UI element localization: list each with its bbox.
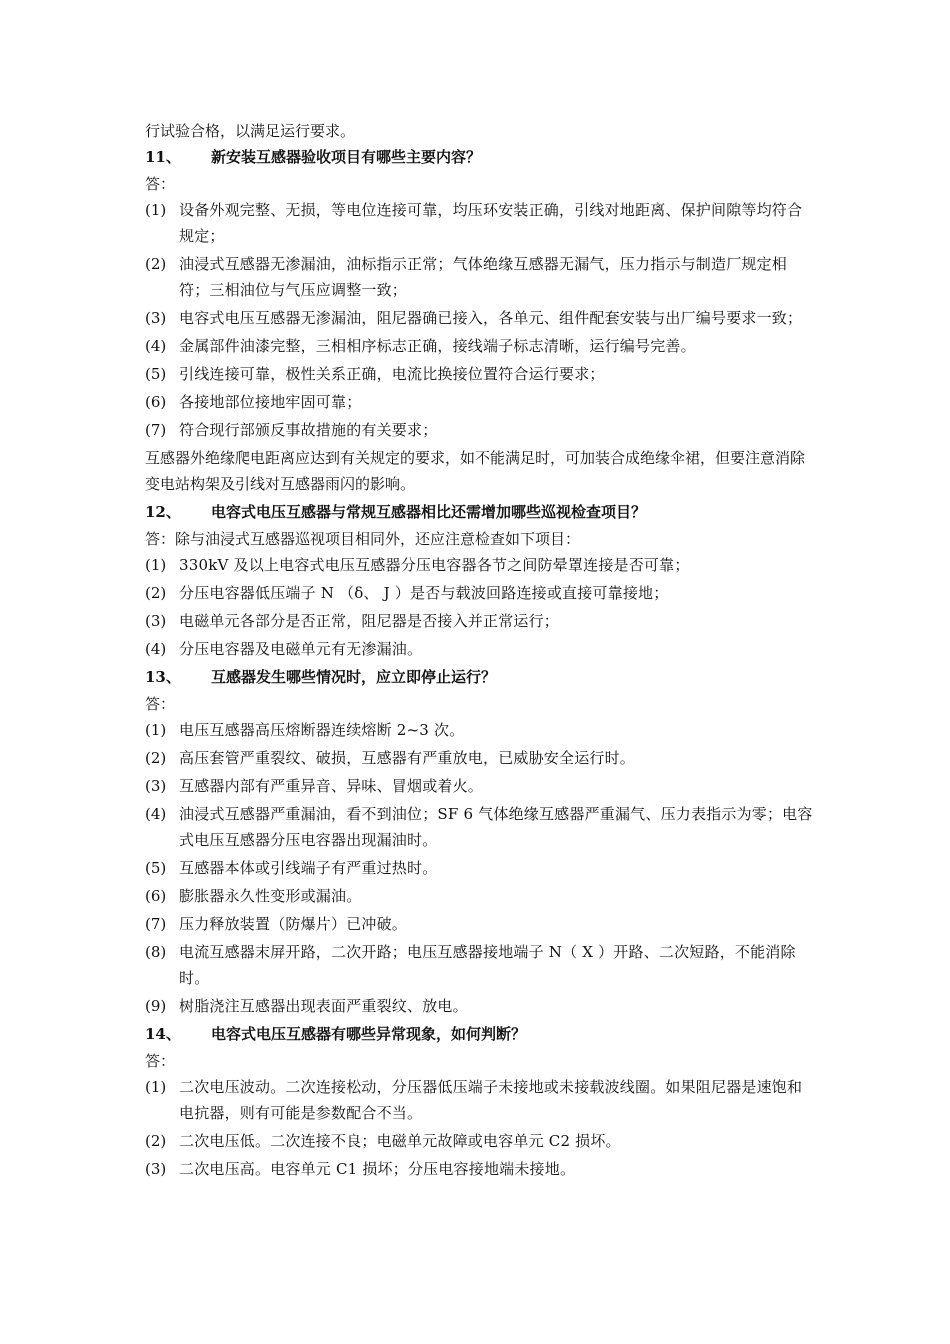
list-item bbox=[145, 580, 817, 606]
list-item bbox=[145, 361, 817, 387]
list-item bbox=[145, 608, 817, 634]
question-number: 14、 bbox=[145, 1025, 181, 1043]
item-text: 互感器本体或引线端子有严重过热时。 bbox=[179, 859, 438, 877]
question-heading bbox=[145, 664, 817, 691]
item-number: (7) bbox=[145, 915, 167, 933]
item-number: (4) bbox=[145, 805, 167, 823]
item-number: (4) bbox=[145, 337, 167, 355]
question-number: 13、 bbox=[145, 668, 181, 686]
item-number: (5) bbox=[145, 365, 167, 383]
list-item bbox=[145, 911, 817, 937]
item-number: (1) bbox=[145, 1078, 167, 1096]
question-number: 12、 bbox=[145, 503, 181, 521]
section-14 bbox=[145, 1021, 817, 1182]
question-heading bbox=[145, 499, 817, 526]
question-heading bbox=[145, 144, 817, 171]
item-text: 电压互感器高压熔断器连续熔断 2~3 次。 bbox=[179, 721, 465, 739]
list-item bbox=[145, 1156, 817, 1182]
list-item bbox=[145, 417, 817, 443]
item-number: (2) bbox=[145, 1132, 167, 1150]
list-item bbox=[145, 1074, 817, 1126]
item-number: (8) bbox=[145, 943, 167, 961]
section-11 bbox=[145, 144, 817, 497]
item-number: (1) bbox=[145, 721, 167, 739]
answer-label: 答： bbox=[145, 1052, 176, 1070]
item-number: (2) bbox=[145, 749, 167, 767]
item-number: (2) bbox=[145, 255, 167, 273]
list-item bbox=[145, 636, 817, 662]
list-item bbox=[145, 939, 817, 991]
section-note: 互感器外绝缘爬电距离应达到有关规定的要求，如不能满足时，可加装合成绝缘伞裙，但要注意消除变电站构架及引线对互感器雨闪的影响。 bbox=[145, 449, 806, 493]
list-item bbox=[145, 745, 817, 771]
list-item bbox=[145, 333, 817, 359]
item-text: 各接地部位接地牢固可靠； bbox=[179, 393, 362, 411]
question-text: 新安装互感器验收项目有哪些主要内容？ bbox=[211, 148, 482, 166]
question-text: 互感器发生哪些情况时，应立即停止运行？ bbox=[211, 668, 497, 686]
answer-label: 答： bbox=[145, 175, 176, 193]
item-text: 树脂浇注互感器出现表面严重裂纹、放电。 bbox=[179, 997, 468, 1015]
list-item bbox=[145, 717, 817, 743]
item-number: (5) bbox=[145, 859, 167, 877]
item-text: 电磁单元各部分是否正常，阻尼器是否接入并正常运行； bbox=[179, 612, 560, 630]
item-text: 油浸式互感器严重漏油，看不到油位；SF 6 气体绝缘互感器严重漏气、压力表指示为零；电容式电压互感器分压电容器出现漏油时。 bbox=[179, 805, 813, 849]
list-item bbox=[145, 552, 817, 578]
list-item bbox=[145, 993, 817, 1019]
item-text: 分压电容器及电磁单元有无渗漏油。 bbox=[179, 640, 423, 658]
item-text: 电流互感器末屏开路，二次开路；电压互感器接地端子 N（ X ）开路、二次短路，不能消除时。 bbox=[179, 943, 796, 987]
list-item bbox=[145, 801, 817, 853]
item-number: (1) bbox=[145, 556, 167, 574]
item-text: 金属部件油漆完整，三相相序标志正确，接线端子标志清晰，运行编号完善。 bbox=[179, 337, 696, 355]
item-text: 电容式电压互感器无渗漏油，阻尼器确已接入，各单元、组件配套安装与出厂编号要求一致； bbox=[179, 309, 803, 327]
item-text: 二次电压波动。二次连接松动，分压器低压端子未接地或未接载波线圈。如果阻尼器是速饱和电抗器，则有可能是参数配合不当。 bbox=[179, 1078, 803, 1122]
list-item bbox=[145, 197, 817, 249]
section-12 bbox=[145, 499, 817, 662]
item-number: (9) bbox=[145, 997, 167, 1015]
item-text: 符合现行部颁反事故措施的有关要求； bbox=[179, 421, 438, 439]
intro-tail: 行试验合格，以满足运行要求。 bbox=[145, 122, 356, 140]
item-number: (3) bbox=[145, 1160, 167, 1178]
item-number: (4) bbox=[145, 640, 167, 658]
item-number: (6) bbox=[145, 887, 167, 905]
item-text: 膨胀器永久性变形或漏油。 bbox=[179, 887, 362, 905]
item-text: 二次电压低。二次连接不良；电磁单元故障或电容单元 C2 损坏。 bbox=[179, 1132, 621, 1150]
item-number: (3) bbox=[145, 309, 167, 327]
item-text: 压力释放装置（防爆片）已冲破。 bbox=[179, 915, 408, 933]
item-text: 高压套管严重裂纹、破损，互感器有严重放电，已威胁安全运行时。 bbox=[179, 749, 636, 767]
question-text: 电容式电压互感器有哪些异常现象，如何判断？ bbox=[211, 1025, 527, 1043]
item-number: (3) bbox=[145, 777, 167, 795]
list-item bbox=[145, 305, 817, 331]
item-text: 二次电压高。电容单元 C1 损坏；分压电容接地端未接地。 bbox=[179, 1160, 576, 1178]
document-page bbox=[145, 118, 817, 1184]
question-heading bbox=[145, 1021, 817, 1048]
list-item bbox=[145, 251, 817, 303]
item-text: 330kV 及以上电容式电压互感器分压电容器各节之间防晕罩连接是否可靠； bbox=[179, 556, 690, 574]
item-text: 设备外观完整、无损，等电位连接可靠，均压环安装正确，引线对地距离、保护间隙等均符合规定； bbox=[179, 201, 803, 245]
item-number: (1) bbox=[145, 201, 167, 219]
section-13 bbox=[145, 664, 817, 1019]
question-text: 电容式电压互感器与常规互感器相比还需增加哪些巡视检查项目？ bbox=[211, 503, 647, 521]
list-item bbox=[145, 883, 817, 909]
item-number: (3) bbox=[145, 612, 167, 630]
item-text: 油浸式互感器无渗漏油，油标指示正常；气体绝缘互感器无漏气，压力指示与制造厂规定相符；三相油位与气压应调整一致； bbox=[179, 255, 788, 299]
answer-label: 答：除与油浸式互感器巡视项目相同外，还应注意检查如下项目： bbox=[145, 530, 581, 548]
list-item bbox=[145, 1128, 817, 1154]
item-number: (6) bbox=[145, 393, 167, 411]
item-number: (2) bbox=[145, 584, 167, 602]
item-text: 分压电容器低压端子 N （δ、 J ）是否与载波回路连接或直接可靠接地； bbox=[179, 584, 669, 602]
item-number: (7) bbox=[145, 421, 167, 439]
item-text: 互感器内部有严重异音、异味、冒烟或着火。 bbox=[179, 777, 484, 795]
list-item bbox=[145, 389, 817, 415]
list-item bbox=[145, 855, 817, 881]
item-text: 引线连接可靠，极性关系正确，电流比换接位置符合运行要求； bbox=[179, 365, 605, 383]
question-number: 11、 bbox=[145, 148, 181, 166]
answer-label: 答： bbox=[145, 695, 176, 713]
list-item bbox=[145, 773, 817, 799]
